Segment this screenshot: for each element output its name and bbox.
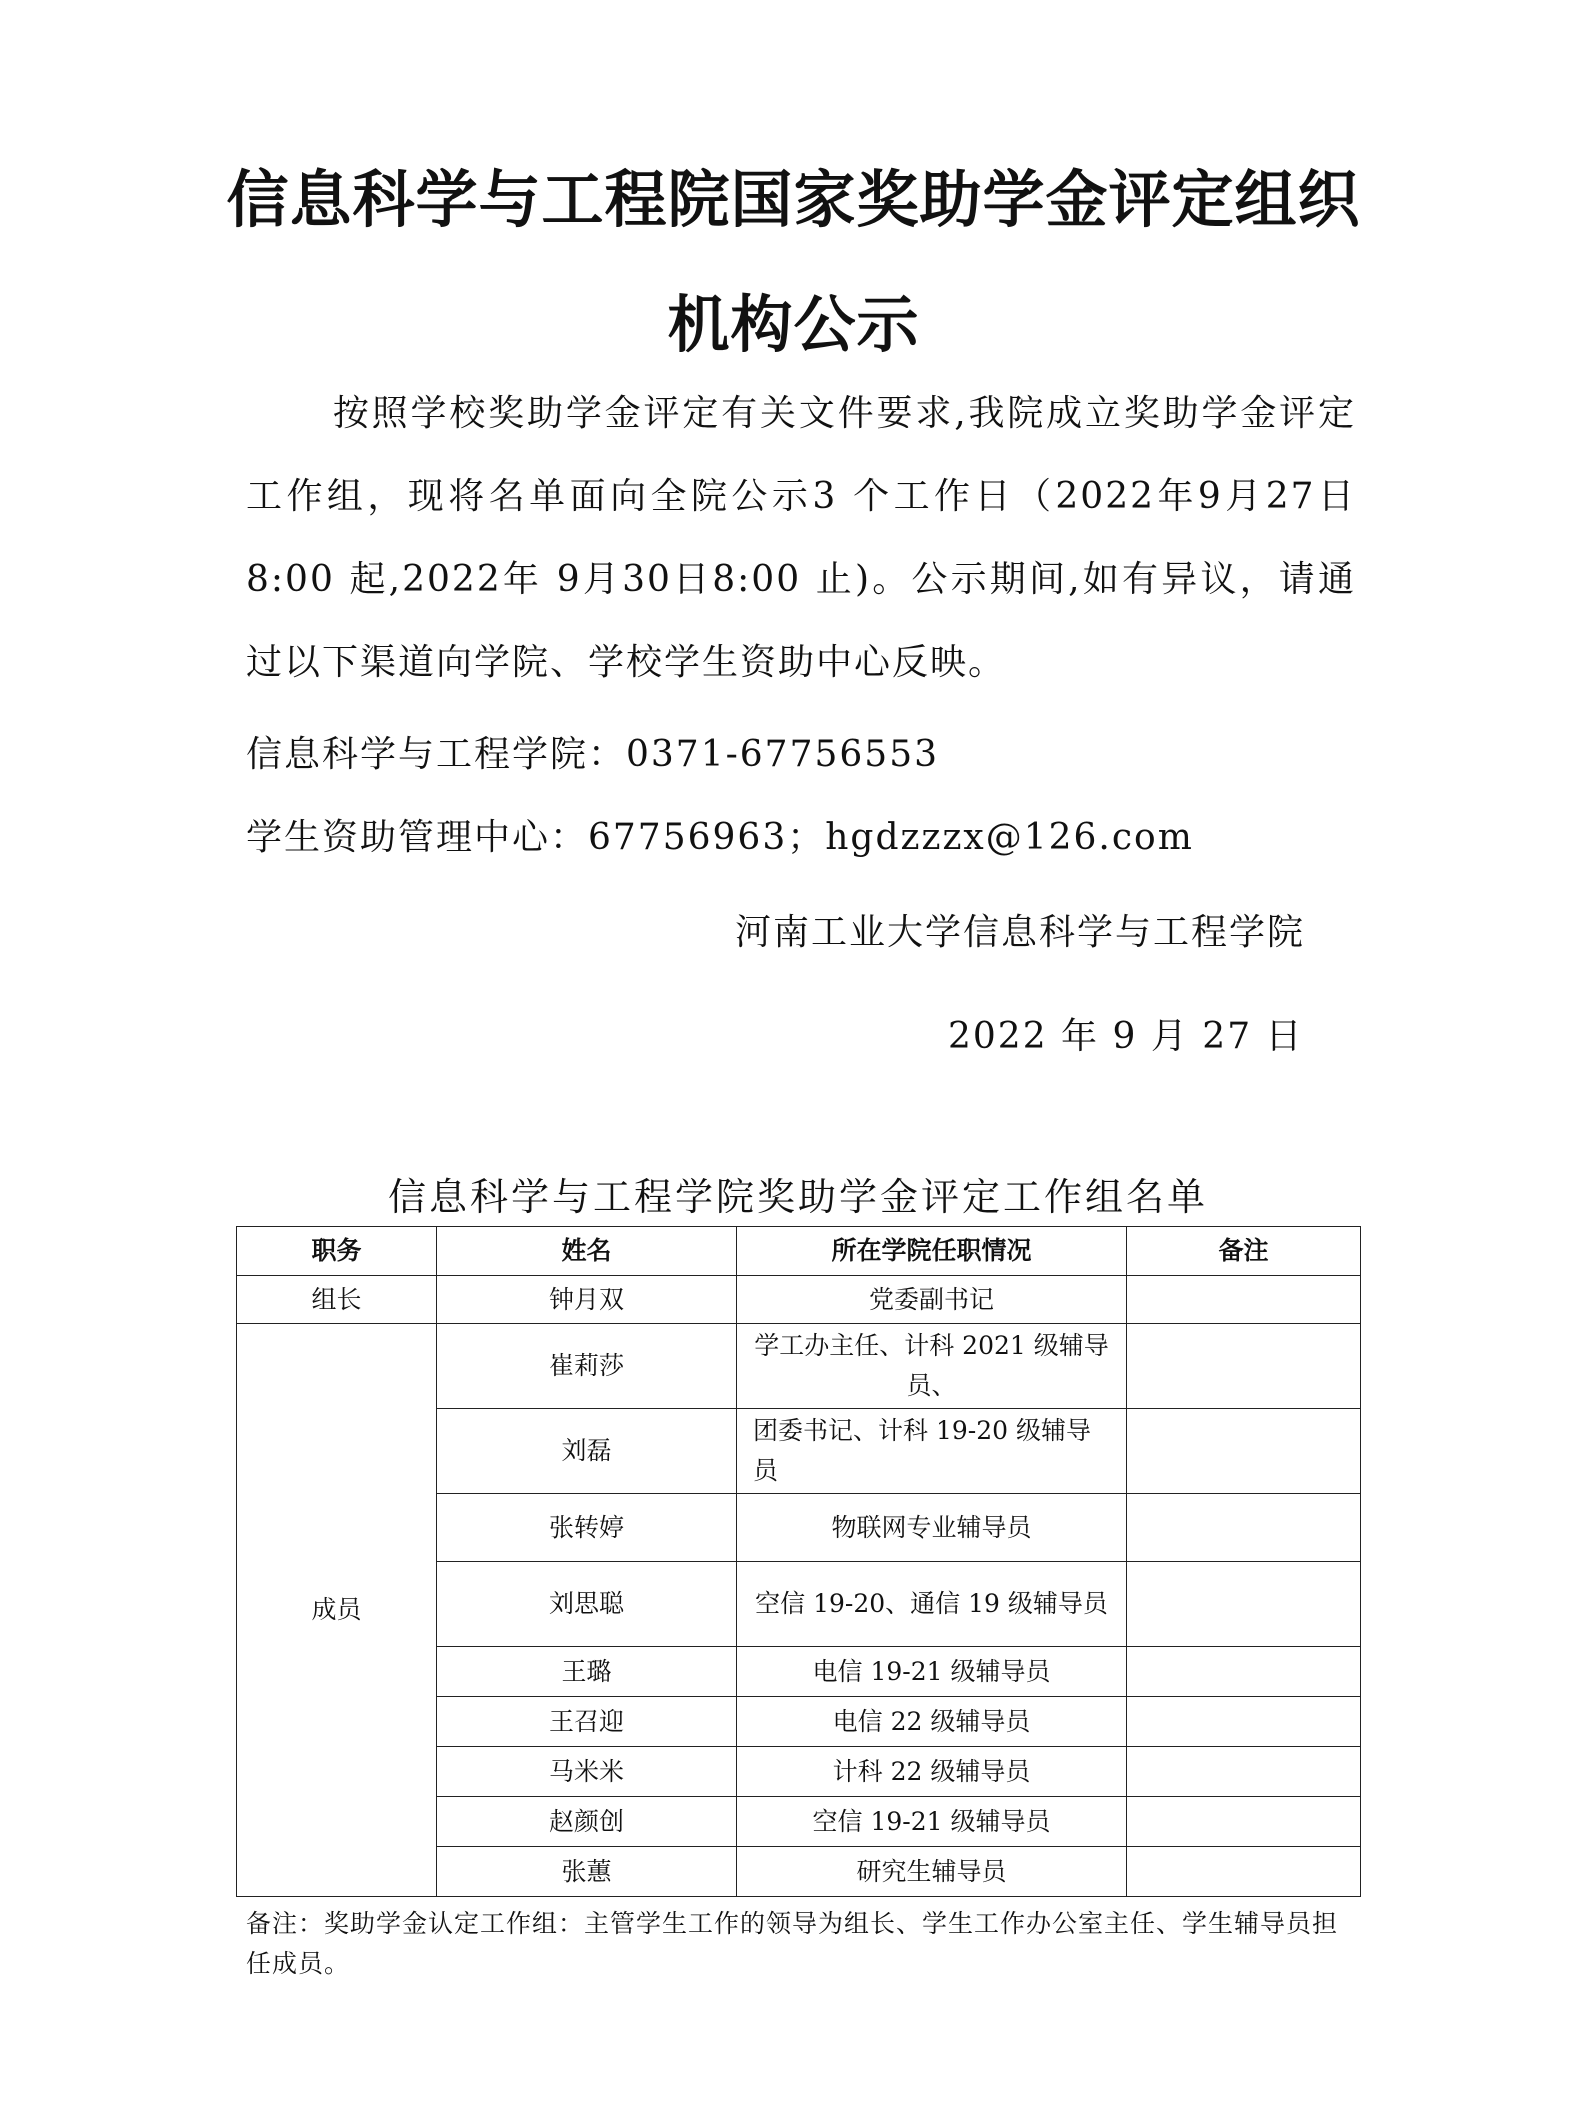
contact-center: 学生资助管理中心：67756963；hgdzzzx@126.com [246,817,1194,858]
position-cell: 党委副书记 [737,1276,1127,1324]
position-cell: 电信 19-21 级辅导员 [737,1647,1127,1697]
contact-college: 信息科学与工程学院：0371-67756553 [246,734,940,775]
position-cell: 团委书记、计科 19-20 级辅导员 [737,1409,1127,1494]
name-cell: 张蕙 [437,1847,737,1897]
remark-cell [1127,1562,1361,1647]
remark-cell [1127,1494,1361,1562]
position-cell: 空信 19-20、通信 19 级辅导员 [737,1562,1127,1647]
name-cell: 刘思聪 [437,1562,737,1647]
role-cell: 组长 [237,1276,437,1324]
announcement-text: 按照学校奖助学金评定有关文件要求,我院成立奖助学金评定工作组，现将名单面向全院公示3 个工作日（2022年9月27日8:00 起,2022年 9月30日8:00 止)。公示期间,如有异议，请通过以下渠道向学院、学校学生资助中心反映。 [246,393,1356,683]
table-note: 备注：奖助学金认定工作组：主管学生工作的领导为组长、学生工作办公室主任、学生辅导员担任成员。 [246,1909,1339,1978]
table-row [237,1276,1361,1324]
name-cell: 张转婷 [437,1494,737,1562]
remark-cell [1127,1697,1361,1747]
remark-cell [1127,1847,1361,1897]
signature-date: 2022 年 9 月 27 日 [948,1016,1304,1057]
name-cell: 刘磊 [437,1409,737,1494]
remark-cell [1127,1409,1361,1494]
table-row [237,1324,1361,1409]
table-header-row [237,1227,1361,1276]
name-cell: 钟月双 [437,1276,737,1324]
header-name: 姓名 [437,1227,737,1276]
position-cell: 学工办主任、计科 2021 级辅导员、 [737,1324,1127,1409]
remark-cell [1127,1324,1361,1409]
page-title-line1: 信息科学与工程院国家奖助学金评定组织 [226,163,1361,236]
role-cell: 成员 [237,1324,437,1897]
announcement-paragraph [246,372,1356,704]
header-remark: 备注 [1127,1227,1361,1276]
position-cell: 空信 19-21 级辅导员 [737,1797,1127,1847]
name-cell: 崔莉莎 [437,1324,737,1409]
position-cell: 研究生辅导员 [737,1847,1127,1897]
remark-cell [1127,1647,1361,1697]
table-title: 信息科学与工程学院奖助学金评定工作组名单 [387,1175,1208,1219]
position-cell: 电信 22 级辅导员 [737,1697,1127,1747]
remark-cell [1127,1797,1361,1847]
position-cell: 计科 22 级辅导员 [737,1747,1127,1797]
position-cell: 物联网专业辅导员 [737,1494,1127,1562]
remark-cell [1127,1276,1361,1324]
name-cell: 马米米 [437,1747,737,1797]
header-role: 职务 [237,1227,437,1276]
name-cell: 王召迎 [437,1697,737,1747]
header-position: 所在学院任职情况 [737,1227,1127,1276]
name-cell: 赵颜创 [437,1797,737,1847]
remark-cell [1127,1747,1361,1797]
name-cell: 王璐 [437,1647,737,1697]
page-title-line2: 机构公示 [667,288,920,361]
signature-org: 河南工业大学信息科学与工程学院 [735,912,1306,953]
committee-table [236,1226,1361,1897]
